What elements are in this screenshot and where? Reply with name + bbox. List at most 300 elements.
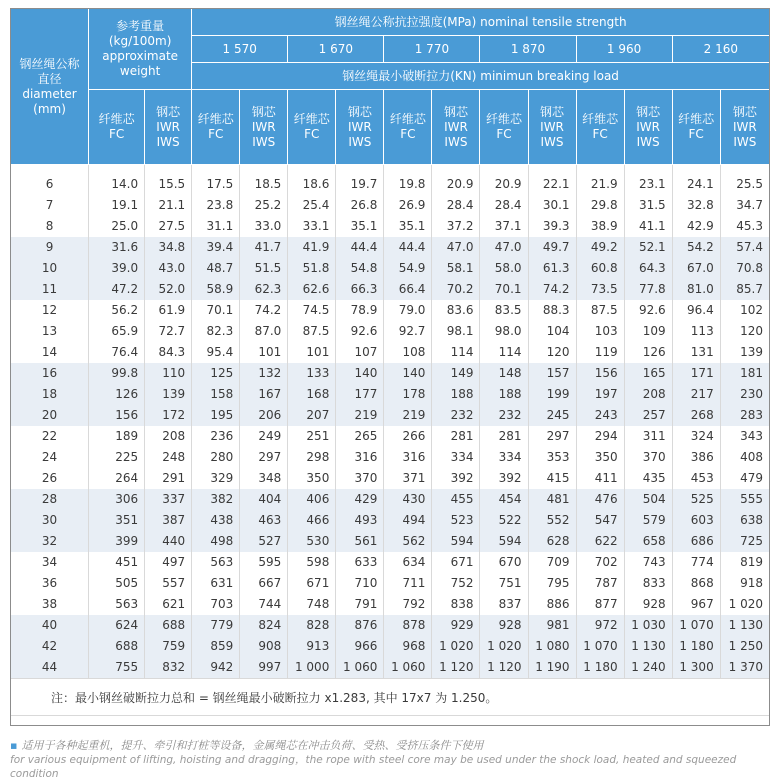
value-cell: 41.7: [240, 237, 288, 258]
grade-1960: 1 960: [576, 36, 672, 63]
value-cell: 72.7: [145, 321, 192, 342]
value-cell: 219: [384, 405, 432, 426]
value-cell: 774: [672, 552, 720, 573]
value-cell: 15.5: [145, 165, 192, 196]
diameter-cell: 34: [11, 552, 89, 573]
value-cell: 594: [432, 531, 480, 552]
footer-note: [10, 739, 780, 781]
value-cell: 791: [336, 594, 384, 615]
value-cell: 494: [384, 510, 432, 531]
diameter-cell: 44: [11, 657, 89, 679]
value-cell: 57.4: [720, 237, 769, 258]
value-cell: 31.1: [192, 216, 240, 237]
diameter-cell: 28: [11, 489, 89, 510]
value-cell: 633: [336, 552, 384, 573]
value-cell: 101: [240, 342, 288, 363]
value-cell: 249: [240, 426, 288, 447]
value-cell: 877: [576, 594, 624, 615]
value-cell: 1 240: [624, 657, 672, 679]
value-cell: 92.6: [336, 321, 384, 342]
value-cell: 628: [528, 531, 576, 552]
value-cell: 120: [720, 321, 769, 342]
value-cell: 621: [145, 594, 192, 615]
value-cell: 435: [624, 468, 672, 489]
value-cell: 82.3: [192, 321, 240, 342]
value-cell: 453: [672, 468, 720, 489]
value-cell: 14.0: [89, 165, 145, 196]
table-row: [11, 216, 770, 237]
value-cell: 411: [576, 468, 624, 489]
value-cell: 455: [432, 489, 480, 510]
value-cell: 31.6: [89, 237, 145, 258]
diameter-cell: 24: [11, 447, 89, 468]
diameter-header: 钢丝绳公称 直径 diameter (mm): [11, 9, 89, 165]
value-cell: 711: [384, 573, 432, 594]
value-cell: 139: [720, 342, 769, 363]
value-cell: 23.1: [624, 165, 672, 196]
value-cell: 481: [528, 489, 576, 510]
value-cell: 66.3: [336, 279, 384, 300]
fc-header: 纤维芯 FC: [384, 90, 432, 165]
breaking-load-title: 钢丝绳最小破断拉力(KN) minimun breaking load: [192, 63, 770, 90]
value-cell: 49.7: [528, 237, 576, 258]
value-cell: 557: [145, 573, 192, 594]
value-cell: 594: [480, 531, 528, 552]
value-cell: 87.5: [576, 300, 624, 321]
value-cell: 243: [576, 405, 624, 426]
value-cell: 34.7: [720, 195, 769, 216]
value-cell: 66.4: [384, 279, 432, 300]
value-cell: 65.9: [89, 321, 145, 342]
value-cell: 824: [240, 615, 288, 636]
value-cell: 168: [288, 384, 336, 405]
value-cell: 264: [89, 468, 145, 489]
value-cell: 392: [432, 468, 480, 489]
value-cell: 225: [89, 447, 145, 468]
value-cell: 725: [720, 531, 769, 552]
value-cell: 353: [528, 447, 576, 468]
core-type-row: [11, 90, 770, 165]
value-cell: 28.4: [432, 195, 480, 216]
value-cell: 415: [528, 468, 576, 489]
value-cell: 787: [576, 573, 624, 594]
diameter-cell: 18: [11, 384, 89, 405]
value-cell: 81.0: [672, 279, 720, 300]
value-cell: 41.9: [288, 237, 336, 258]
value-cell: 98.0: [480, 321, 528, 342]
value-cell: 113: [672, 321, 720, 342]
value-cell: 43.0: [145, 258, 192, 279]
table-row: [11, 321, 770, 342]
weight-header: 参考重量 (kg/100m) approximate weight: [89, 9, 192, 90]
value-cell: 479: [720, 468, 769, 489]
value-cell: 58.0: [480, 258, 528, 279]
value-cell: 101: [288, 342, 336, 363]
value-cell: 1 130: [624, 636, 672, 657]
value-cell: 95.4: [192, 342, 240, 363]
value-cell: 207: [288, 405, 336, 426]
value-cell: 297: [240, 447, 288, 468]
iwr-header: 钢芯 IWR IWS: [432, 90, 480, 165]
diameter-cell: 22: [11, 426, 89, 447]
value-cell: 579: [624, 510, 672, 531]
value-cell: 350: [576, 447, 624, 468]
value-cell: 140: [384, 363, 432, 384]
value-cell: 392: [480, 468, 528, 489]
value-cell: 96.4: [672, 300, 720, 321]
value-cell: 177: [336, 384, 384, 405]
value-cell: 291: [145, 468, 192, 489]
table-row: [11, 615, 770, 636]
value-cell: 195: [192, 405, 240, 426]
value-cell: 37.2: [432, 216, 480, 237]
value-cell: 131: [672, 342, 720, 363]
value-cell: 87.5: [288, 321, 336, 342]
iwr-header: 钢芯 IWR IWS: [528, 90, 576, 165]
value-cell: 1 070: [672, 615, 720, 636]
value-cell: 463: [240, 510, 288, 531]
value-cell: 522: [480, 510, 528, 531]
value-cell: 622: [576, 531, 624, 552]
value-cell: 438: [192, 510, 240, 531]
table-row: [11, 405, 770, 426]
iwr-header: 钢芯 IWR IWS: [624, 90, 672, 165]
value-cell: 37.1: [480, 216, 528, 237]
value-cell: 1 030: [624, 615, 672, 636]
value-cell: 20.9: [432, 165, 480, 196]
value-cell: 555: [720, 489, 769, 510]
value-cell: 38.9: [576, 216, 624, 237]
value-cell: 54.8: [336, 258, 384, 279]
value-cell: 62.6: [288, 279, 336, 300]
value-cell: 29.8: [576, 195, 624, 216]
value-cell: 109: [624, 321, 672, 342]
value-cell: 107: [336, 342, 384, 363]
value-cell: 51.5: [240, 258, 288, 279]
value-cell: 928: [624, 594, 672, 615]
table-note: 注：最小钢丝破断拉力总和 = 钢丝绳最小破断拉力 x1.283, 其中 17x7 为 1.250。: [11, 679, 770, 716]
value-cell: 399: [89, 531, 145, 552]
value-cell: 83.6: [432, 300, 480, 321]
value-cell: 172: [145, 405, 192, 426]
value-cell: 92.7: [384, 321, 432, 342]
table-row: [11, 594, 770, 615]
value-cell: 47.0: [480, 237, 528, 258]
table-row: [11, 195, 770, 216]
value-cell: 466: [288, 510, 336, 531]
value-cell: 562: [384, 531, 432, 552]
value-cell: 24.1: [672, 165, 720, 196]
value-cell: 838: [432, 594, 480, 615]
value-cell: 386: [672, 447, 720, 468]
value-cell: 878: [384, 615, 432, 636]
value-cell: 837: [480, 594, 528, 615]
value-cell: 33.1: [288, 216, 336, 237]
value-cell: 498: [192, 531, 240, 552]
grade-1670: 1 670: [288, 36, 384, 63]
value-cell: 671: [432, 552, 480, 573]
value-cell: 334: [432, 447, 480, 468]
value-cell: 743: [624, 552, 672, 573]
value-cell: 45.3: [720, 216, 769, 237]
value-cell: 1 120: [480, 657, 528, 679]
value-cell: 62.3: [240, 279, 288, 300]
value-cell: 670: [480, 552, 528, 573]
value-cell: 114: [480, 342, 528, 363]
value-cell: 31.5: [624, 195, 672, 216]
value-cell: 1 190: [528, 657, 576, 679]
value-cell: 306: [89, 489, 145, 510]
grade-1570: 1 570: [192, 36, 288, 63]
value-cell: 41.1: [624, 216, 672, 237]
value-cell: 257: [624, 405, 672, 426]
value-cell: 208: [624, 384, 672, 405]
table-row: [11, 468, 770, 489]
value-cell: 102: [720, 300, 769, 321]
value-cell: 178: [384, 384, 432, 405]
grade-1770: 1 770: [384, 36, 480, 63]
value-cell: 22.1: [528, 165, 576, 196]
value-cell: 563: [89, 594, 145, 615]
rope-strength-table: [10, 8, 770, 716]
value-cell: 667: [240, 573, 288, 594]
value-cell: 44.4: [336, 237, 384, 258]
value-cell: 1 120: [432, 657, 480, 679]
value-cell: 126: [624, 342, 672, 363]
value-cell: 404: [240, 489, 288, 510]
value-cell: 133: [288, 363, 336, 384]
value-cell: 126: [89, 384, 145, 405]
value-cell: 1 250: [720, 636, 769, 657]
value-cell: 84.3: [145, 342, 192, 363]
value-cell: 748: [288, 594, 336, 615]
table-row: [11, 573, 770, 594]
value-cell: 74.2: [528, 279, 576, 300]
value-cell: 156: [576, 363, 624, 384]
value-cell: 406: [288, 489, 336, 510]
value-cell: 51.8: [288, 258, 336, 279]
value-cell: 280: [192, 447, 240, 468]
value-cell: 908: [240, 636, 288, 657]
value-cell: 251: [288, 426, 336, 447]
value-cell: 28.4: [480, 195, 528, 216]
value-cell: 530: [288, 531, 336, 552]
value-cell: 1 060: [384, 657, 432, 679]
value-cell: 634: [384, 552, 432, 573]
value-cell: 61.9: [145, 300, 192, 321]
diameter-cell: 42: [11, 636, 89, 657]
diameter-cell: 32: [11, 531, 89, 552]
iwr-header: 钢芯 IWR IWS: [145, 90, 192, 165]
value-cell: 171: [672, 363, 720, 384]
value-cell: 913: [288, 636, 336, 657]
value-cell: 39.4: [192, 237, 240, 258]
value-cell: 54.2: [672, 237, 720, 258]
value-cell: 119: [576, 342, 624, 363]
value-cell: 552: [528, 510, 576, 531]
value-cell: 370: [336, 468, 384, 489]
value-cell: 828: [288, 615, 336, 636]
value-cell: 189: [89, 426, 145, 447]
value-cell: 755: [89, 657, 145, 679]
value-cell: 972: [576, 615, 624, 636]
value-cell: 232: [432, 405, 480, 426]
value-cell: 25.0: [89, 216, 145, 237]
value-cell: 188: [432, 384, 480, 405]
table-row: [11, 384, 770, 405]
diameter-cell: 7: [11, 195, 89, 216]
value-cell: 329: [192, 468, 240, 489]
table-row: [11, 279, 770, 300]
iwr-header: 钢芯 IWR IWS: [720, 90, 769, 165]
value-cell: 232: [480, 405, 528, 426]
value-cell: 792: [384, 594, 432, 615]
table-row: [11, 447, 770, 468]
value-cell: 26.8: [336, 195, 384, 216]
table-row: [11, 165, 770, 196]
value-cell: 120: [528, 342, 576, 363]
value-cell: 297: [528, 426, 576, 447]
value-cell: 430: [384, 489, 432, 510]
value-cell: 703: [192, 594, 240, 615]
value-cell: 561: [336, 531, 384, 552]
value-cell: 149: [432, 363, 480, 384]
value-cell: 167: [240, 384, 288, 405]
value-cell: 23.8: [192, 195, 240, 216]
value-cell: 311: [624, 426, 672, 447]
value-cell: 67.0: [672, 258, 720, 279]
value-cell: 74.5: [288, 300, 336, 321]
value-cell: 73.5: [576, 279, 624, 300]
value-cell: 70.1: [192, 300, 240, 321]
diameter-cell: 36: [11, 573, 89, 594]
value-cell: 181: [720, 363, 769, 384]
value-cell: 83.5: [480, 300, 528, 321]
value-cell: 88.3: [528, 300, 576, 321]
value-cell: 795: [528, 573, 576, 594]
footer-en: for various equipment of lifting, hoisting and dragging，the rope with steel core may be used under the shock load, heated and squeezed condition: [10, 754, 737, 780]
value-cell: 408: [720, 447, 769, 468]
value-cell: 70.8: [720, 258, 769, 279]
diameter-cell: 11: [11, 279, 89, 300]
value-cell: 876: [336, 615, 384, 636]
value-cell: 35.1: [336, 216, 384, 237]
value-cell: 348: [240, 468, 288, 489]
value-cell: 110: [145, 363, 192, 384]
value-cell: 230: [720, 384, 769, 405]
value-cell: 219: [336, 405, 384, 426]
value-cell: 859: [192, 636, 240, 657]
value-cell: 39.0: [89, 258, 145, 279]
value-cell: 245: [528, 405, 576, 426]
value-cell: 108: [384, 342, 432, 363]
value-cell: 343: [720, 426, 769, 447]
value-cell: 52.0: [145, 279, 192, 300]
table-row: [11, 510, 770, 531]
value-cell: 32.8: [672, 195, 720, 216]
diameter-cell: 16: [11, 363, 89, 384]
table-row: [11, 300, 770, 321]
diameter-cell: 26: [11, 468, 89, 489]
value-cell: 132: [240, 363, 288, 384]
value-cell: 779: [192, 615, 240, 636]
diameter-cell: 10: [11, 258, 89, 279]
value-cell: 199: [528, 384, 576, 405]
value-cell: 429: [336, 489, 384, 510]
value-cell: 350: [288, 468, 336, 489]
table-row: [11, 531, 770, 552]
value-cell: 60.8: [576, 258, 624, 279]
value-cell: 337: [145, 489, 192, 510]
value-cell: 42.9: [672, 216, 720, 237]
value-cell: 1 130: [720, 615, 769, 636]
value-cell: 505: [89, 573, 145, 594]
value-cell: 48.7: [192, 258, 240, 279]
value-cell: 64.3: [624, 258, 672, 279]
value-cell: 504: [624, 489, 672, 510]
value-cell: 886: [528, 594, 576, 615]
value-cell: 981: [528, 615, 576, 636]
value-cell: 497: [145, 552, 192, 573]
value-cell: 759: [145, 636, 192, 657]
value-cell: 248: [145, 447, 192, 468]
value-cell: 702: [576, 552, 624, 573]
value-cell: 316: [384, 447, 432, 468]
fc-header: 纤维芯 FC: [480, 90, 528, 165]
fc-header: 纤维芯 FC: [672, 90, 720, 165]
fc-header: 纤维芯 FC: [576, 90, 624, 165]
value-cell: 624: [89, 615, 145, 636]
value-cell: 26.9: [384, 195, 432, 216]
value-cell: 523: [432, 510, 480, 531]
table-row: [11, 657, 770, 679]
value-cell: 351: [89, 510, 145, 531]
value-cell: 87.0: [240, 321, 288, 342]
value-cell: 440: [145, 531, 192, 552]
value-cell: 20.9: [480, 165, 528, 196]
value-cell: 709: [528, 552, 576, 573]
table-row: [11, 258, 770, 279]
value-cell: 139: [145, 384, 192, 405]
value-cell: 19.7: [336, 165, 384, 196]
value-cell: 832: [145, 657, 192, 679]
value-cell: 85.7: [720, 279, 769, 300]
value-cell: 1 000: [288, 657, 336, 679]
value-cell: 265: [336, 426, 384, 447]
value-cell: 334: [480, 447, 528, 468]
value-cell: 70.2: [432, 279, 480, 300]
value-cell: 752: [432, 573, 480, 594]
value-cell: 25.2: [240, 195, 288, 216]
value-cell: 638: [720, 510, 769, 531]
value-cell: 268: [672, 405, 720, 426]
value-cell: 476: [576, 489, 624, 510]
bullet-icon: ▪: [10, 739, 18, 752]
value-cell: 966: [336, 636, 384, 657]
table-row: [11, 237, 770, 258]
value-cell: 158: [192, 384, 240, 405]
diameter-cell: 9: [11, 237, 89, 258]
value-cell: 54.9: [384, 258, 432, 279]
value-cell: 79.0: [384, 300, 432, 321]
value-cell: 236: [192, 426, 240, 447]
diameter-cell: 38: [11, 594, 89, 615]
value-cell: 688: [145, 615, 192, 636]
value-cell: 18.5: [240, 165, 288, 196]
value-cell: 316: [336, 447, 384, 468]
diameter-cell: 14: [11, 342, 89, 363]
table-row: [11, 489, 770, 510]
